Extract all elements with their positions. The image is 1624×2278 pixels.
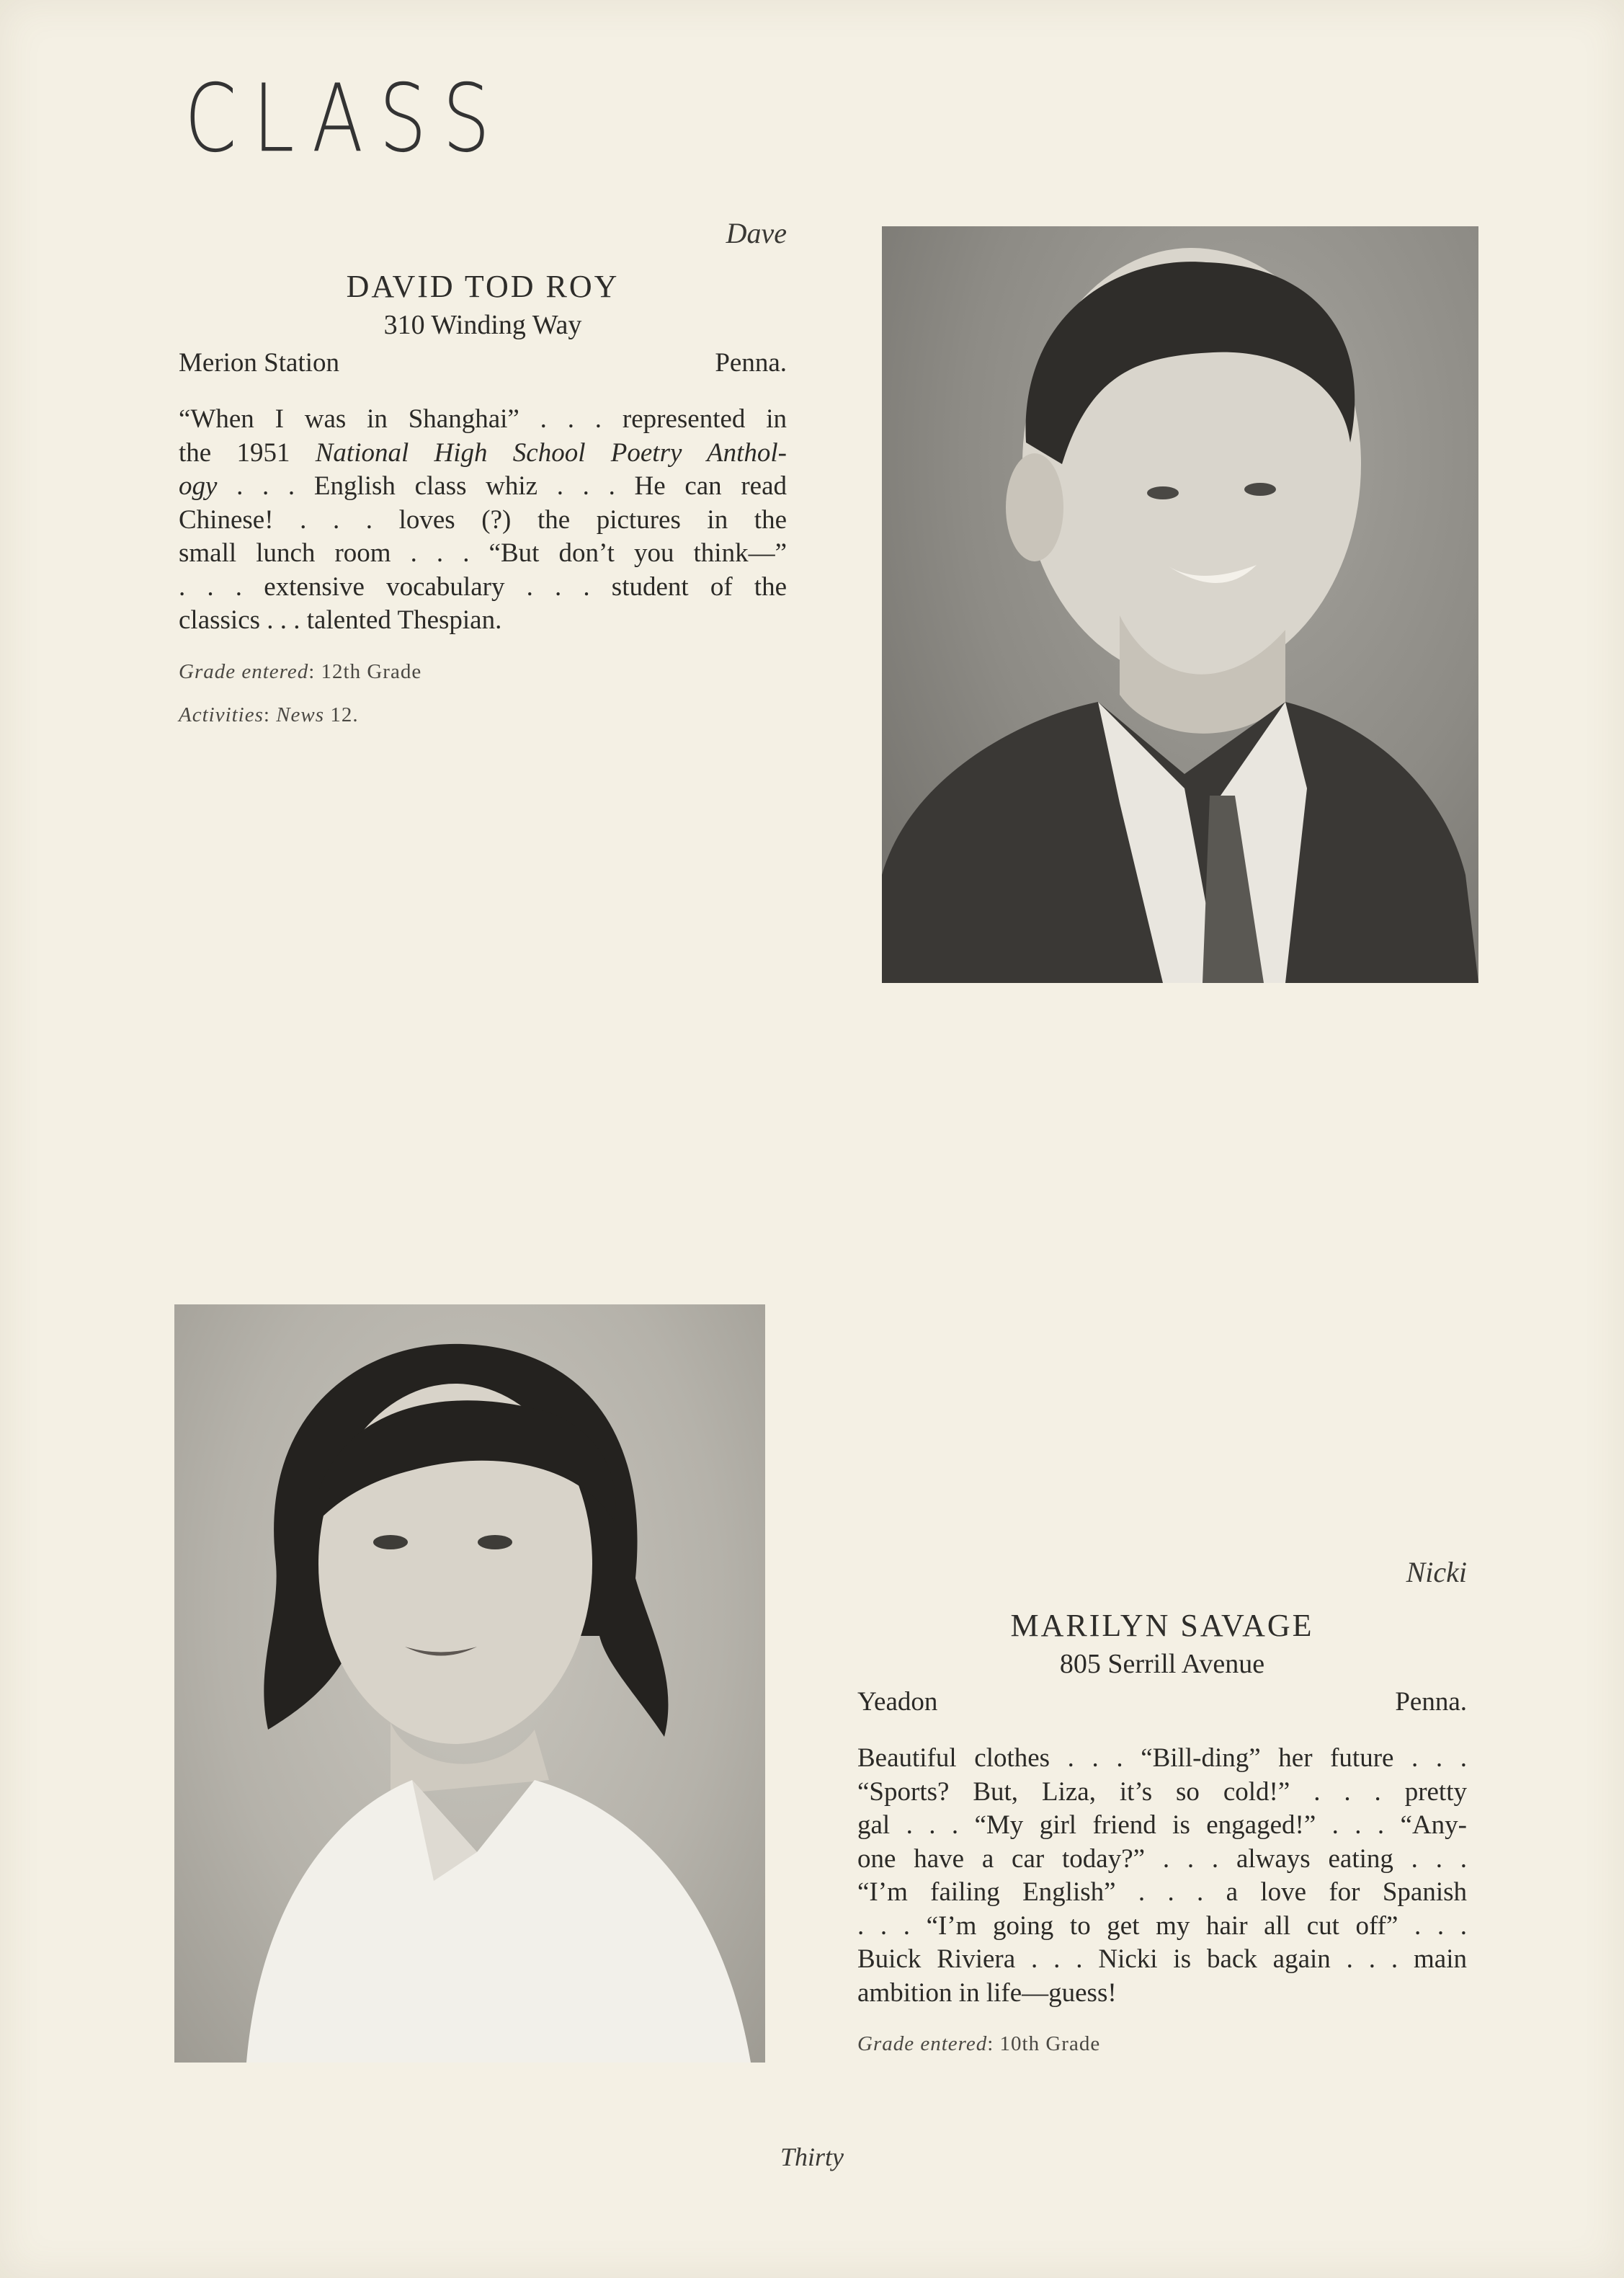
student-name: DAVID TOD ROY: [346, 269, 620, 304]
bio-line: Beautiful clothes . . . “Bill-ding” her future . . .: [857, 1743, 1467, 1773]
bio-line: Buick Riviera . . . Nicki is back again . . . main: [857, 1944, 1467, 1974]
street-address: 805 Serrill Avenue: [1059, 1649, 1265, 1679]
nickname: Dave: [726, 217, 787, 249]
portrait-photo-david-roy: [882, 226, 1478, 983]
bio-book-title: National High School Poetry Anthol-: [315, 437, 787, 468]
grade-value: 12th Grade: [321, 659, 422, 683]
bio-line: [179, 470, 787, 504]
grade-entered: Grade entered: 12th Grade: [179, 659, 422, 683]
bio-fragment: . . . English class whiz . . . He can read: [217, 471, 787, 501]
grade-entered: Grade entered: 10th Grade: [857, 2032, 1101, 2055]
bio-line: small lunch room . . . “But don’t you think—”: [179, 538, 787, 568]
city: Yeadon: [857, 1687, 938, 1717]
state: Penna.: [715, 348, 787, 378]
grade-label: Grade entered: [857, 2032, 988, 2055]
bio-line: . . . “I’m going to get my hair all cut off” . . .: [857, 1910, 1467, 1941]
nickname: Nicki: [1406, 1556, 1467, 1588]
portrait-young-woman: [174, 1304, 765, 2063]
senior-entry-david-roy: [179, 216, 787, 727]
bio-line: one have a car today?” . . . always eating . . .: [857, 1843, 1467, 1874]
activities-label: Activities: [179, 703, 264, 726]
bio-line: “When I was in Shanghai” . . . represented in: [179, 404, 787, 434]
activities-name: News: [276, 703, 325, 726]
page-number: Thirty: [780, 2143, 844, 2171]
bio-line: [179, 437, 787, 471]
bio-line: . . . extensive vocabulary . . . student of the: [179, 571, 787, 602]
city-state-row: [857, 1683, 1467, 1722]
bio-line: gal . . . “My girl friend is engaged!” . . . “Any-: [857, 1810, 1467, 1840]
city: Merion Station: [179, 348, 340, 378]
portrait-young-man: [882, 226, 1478, 983]
senior-entry-marilyn-savage: [857, 1555, 1467, 2056]
biography: [179, 403, 787, 638]
grade-label: Grade entered: [179, 659, 309, 683]
activities: Activities: News 12.: [179, 703, 359, 726]
bio-line: classics . . . talented Thespian.: [179, 605, 502, 635]
biography: [857, 1742, 1467, 2010]
bio-line: ambition in life—guess!: [857, 1977, 1117, 2008]
grade-value: 10th Grade: [999, 2032, 1101, 2055]
portrait-photo-marilyn-savage: [174, 1304, 765, 2063]
activities-year: 12.: [330, 703, 359, 726]
bio-fragment: the 1951: [179, 437, 316, 468]
student-name: MARILYN SAVAGE: [1010, 1608, 1314, 1643]
state: Penna.: [1395, 1687, 1467, 1717]
section-title: CLASS: [184, 63, 507, 174]
street-address: 310 Winding Way: [383, 310, 582, 340]
bio-line: “Sports? But, Liza, it’s so cold!” . . . pretty: [857, 1776, 1467, 1807]
bio-line: Chinese! . . . loves (?) the pictures in the: [179, 504, 787, 535]
city-state-row: [179, 344, 787, 383]
bio-line: “I’m failing English” . . . a love for Spanish: [857, 1877, 1467, 1907]
bio-book-title-end: ogy: [179, 471, 218, 501]
